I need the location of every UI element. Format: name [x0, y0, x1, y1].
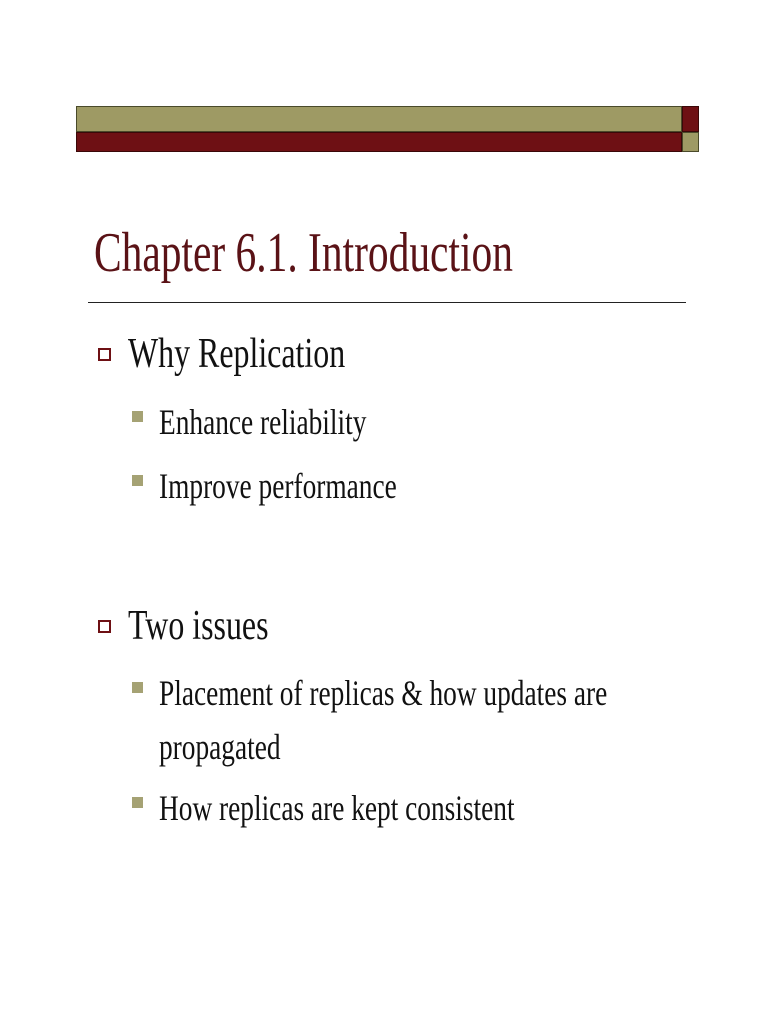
square-bullet-icon	[132, 475, 143, 486]
header-bar-olive	[76, 106, 682, 132]
bullet-heading: Why Replication	[128, 331, 346, 377]
sub-bullet-text: Placement of replicas & how updates are propagated	[159, 673, 608, 767]
title-divider	[88, 302, 686, 303]
square-bullet-icon	[132, 797, 143, 808]
bullet-heading: Two issues	[128, 603, 269, 649]
hollow-square-bullet-icon	[98, 348, 111, 361]
sub-bullet-text: Enhance reliability	[159, 402, 367, 442]
header-bar-maroon	[76, 132, 682, 152]
sub-bullet-text: How replicas are kept consistent	[159, 788, 515, 828]
hollow-square-bullet-icon	[98, 620, 111, 633]
square-bullet-icon	[132, 682, 143, 693]
square-bullet-icon	[132, 411, 143, 422]
sub-bullet-text: Improve performance	[159, 466, 397, 506]
slide-title: Chapter 6.1. Introduction	[94, 222, 513, 284]
header-corner-maroon	[682, 106, 699, 132]
header-corner-olive	[682, 132, 699, 152]
